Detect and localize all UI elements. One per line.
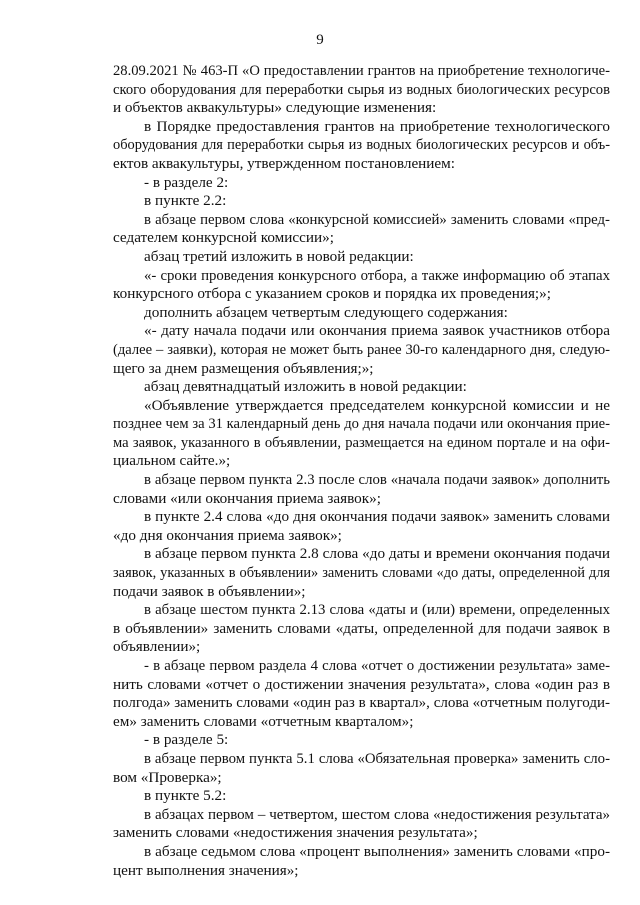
text-line: ского оборудования для переработки сырья из водных биологических ресурсов xyxy=(113,81,610,98)
text-line: заявок, указанных в объявлении» заменить словами «до даты, определенной для xyxy=(113,565,610,582)
page-number: 9 xyxy=(316,32,324,48)
text-line: ма заявок, указанного в объявлении, размещается на едином портале и на офи- xyxy=(113,434,610,451)
text-line: конкурсного отбора с указанием сроков и порядка их проведения;»; xyxy=(113,285,551,303)
text-line: в Порядке предоставления грантов на приобретение технологического xyxy=(144,117,610,135)
text-line: - в разделе 2: xyxy=(144,173,229,191)
text-line: в абзаце первом пункта 5.1 слова «Обязательная проверка» заменить сло- xyxy=(144,750,610,767)
text-line: (далее – заявки), которая не может быть ранее 30-го календарного дня, следую- xyxy=(113,341,610,358)
text-line: циальном сайте.»; xyxy=(113,452,231,470)
text-line: позднее чем за 31 календарный день до дня начала подачи или окончания прие- xyxy=(113,416,610,433)
text-line: абзац девятнадцатый изложить в новой редакции: xyxy=(144,378,467,396)
text-line: «Объявление утверждается председателем конкурсной комиссии и не xyxy=(144,396,610,414)
text-line: заменить словами «недостижения значения результата»; xyxy=(113,824,478,842)
text-line: полгода» заменить словами «один раз в квартал», слова «отчетным полугоди- xyxy=(113,695,610,712)
text-line: в абзаце первом пункта 2.3 после слов «начала подачи заявок» дополнить xyxy=(144,472,610,489)
text-line: седателем конкурсной комиссии»; xyxy=(113,229,334,247)
text-line: 28.09.2021 № 463-П «О предоставлении грантов на приобретение технологиче- xyxy=(113,63,610,79)
text-line: ектов аквакультуры, утвержденном постановлением: xyxy=(113,154,456,172)
text-line: «- дату начала подачи или окончания приема заявок участников отбора xyxy=(144,322,610,340)
text-line: в абзаце шестом пункта 2.13 слова «даты и (или) времени, определенных xyxy=(144,602,610,619)
text-line: оборудования для переработки сырья из водных биологических ресурсов и объ- xyxy=(113,137,610,154)
text-line: - в абзаце первом раздела 4 слова «отчет о достижении результата» заме- xyxy=(144,658,610,674)
text-line: в пункте 5.2: xyxy=(144,787,227,805)
text-line: «- сроки проведения конкурсного отбора, а также информацию об этапах xyxy=(144,267,610,284)
text-line: в абзаце первом пункта 2.8 слова «до даты и времени окончания подачи xyxy=(144,545,610,563)
text-line: и объектов аквакультуры» следующие изменения: xyxy=(113,99,437,117)
text-line: в абзаце седьмом слова «процент выполнения» заменить словами «про- xyxy=(144,842,610,860)
text-line: щего за днем размещения объявления;»; xyxy=(113,359,374,377)
text-line: объявлении»; xyxy=(113,638,201,656)
text-line: в пункте 2.2: xyxy=(144,192,227,210)
text-line: - в разделе 5: xyxy=(144,731,229,749)
text-line: «до дня окончания приема заявок»; xyxy=(113,526,342,544)
text-line: абзац третий изложить в новой редакции: xyxy=(144,247,414,265)
document-body xyxy=(113,62,610,880)
text-line: в пункте 2.4 слова «до дня окончания подачи заявок» заменить словами xyxy=(144,508,610,526)
text-line: в абзаце первом слова «конкурсной комиссией» заменить словами «пред- xyxy=(144,211,610,228)
text-line: в абзацах первом – четвертом, шестом слова «недостижения результата» xyxy=(144,806,610,823)
text-line: ем» заменить словами «отчетным кварталом»; xyxy=(113,712,414,730)
text-line: подачи заявок в объявлении»; xyxy=(113,582,306,600)
text-line: в объявлении» заменить словами «даты, определенной для подачи заявок в xyxy=(113,619,610,637)
text-line: нить словами «отчет о достижении значения результата», слова «один раз в xyxy=(113,675,610,693)
text-line: дополнить абзацем четвертым следующего содержания: xyxy=(144,303,508,321)
text-line: словами «или окончания приема заявок»; xyxy=(113,489,381,507)
text-line: цент выполнения значения»; xyxy=(113,861,299,879)
text-line: вом «Проверка»; xyxy=(113,768,222,786)
